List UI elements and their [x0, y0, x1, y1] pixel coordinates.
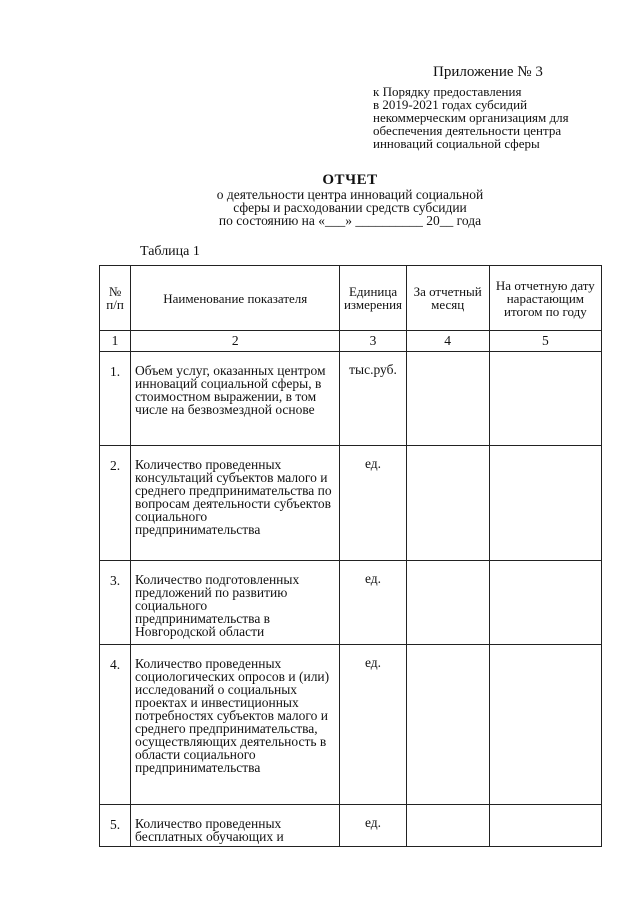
row-unit: тыс.руб.	[340, 352, 406, 446]
header-ytd: На отчетную дату нарастающим итогом по году	[489, 266, 601, 331]
row-name: Количество проведенных консультаций субъектов малого и среднего предпринимательства по вопросам деятельности субъектов социального предпринимательства	[131, 446, 340, 561]
row-month-value	[406, 352, 489, 446]
row-number: 2.	[100, 446, 131, 561]
table-row	[100, 352, 602, 446]
row-ytd-value	[489, 446, 601, 561]
row-number: 5.	[100, 805, 131, 847]
row-name: Количество проведенных социологических опросов и (или) исследований о социальных проектах и инвестиционных потребностях субъектов малого и среднего предпринимательства, осуществляющих деятельность в области социального предпринимательства	[131, 645, 340, 805]
header-num: № п/п	[100, 266, 131, 331]
row-number: 1.	[100, 352, 131, 446]
row-ytd-value	[489, 352, 601, 446]
row-month-value	[406, 645, 489, 805]
table-row	[100, 805, 602, 847]
reference-line: обеспечения деятельности центра	[373, 123, 562, 138]
reference-block	[373, 85, 633, 150]
subtitle-line: о деятельности центра инноваций социальной	[216, 187, 484, 202]
report-title: ОТЧЕТ	[322, 172, 378, 188]
header-name: Наименование показателя	[131, 266, 340, 331]
row-unit: ед.	[340, 645, 406, 805]
column-number: 5	[489, 331, 601, 352]
row-name: Количество подготовленных предложений по развитию социального предпринимательства в Новгородской области	[131, 561, 340, 645]
row-unit: ед.	[340, 805, 406, 847]
report-table	[99, 265, 602, 847]
row-ytd-value	[489, 645, 601, 805]
row-number: 3.	[100, 561, 131, 645]
report-heading	[100, 172, 600, 227]
column-number: 3	[340, 331, 406, 352]
row-ytd-value	[489, 805, 601, 847]
row-unit: ед.	[340, 561, 406, 645]
row-month-value	[406, 561, 489, 645]
row-unit: ед.	[340, 446, 406, 561]
header-month: За отчетный месяц	[406, 266, 489, 331]
reference-line: некоммерческим организациям для	[373, 110, 569, 125]
subtitle-line: по состоянию на «___» __________ 20__ года	[218, 213, 482, 228]
row-number: 4.	[100, 645, 131, 805]
reference-line: к Порядку предоставления	[373, 84, 522, 99]
subtitle-line: сферы и расходовании средств субсидии	[233, 200, 467, 215]
row-name: Количество проведенных бесплатных обучающих и	[131, 805, 340, 847]
row-name: Объем услуг, оказанных центром инноваций социальной сферы, в стоимостном выражении, в том числе на безвозмездной основе	[131, 352, 340, 446]
column-number: 2	[131, 331, 340, 352]
reference-line: инноваций социальной сферы	[373, 136, 540, 151]
row-month-value	[406, 446, 489, 561]
table-row	[100, 645, 602, 805]
header-unit: Единица измерения	[340, 266, 406, 331]
report-subtitle	[100, 188, 600, 227]
reference-line: в 2019-2021 годах субсидий	[373, 97, 528, 112]
column-number: 1	[100, 331, 131, 352]
table-header-row	[100, 266, 602, 331]
column-number: 4	[406, 331, 489, 352]
row-month-value	[406, 805, 489, 847]
table-label: Таблица 1	[140, 244, 200, 259]
table-row	[100, 561, 602, 645]
column-number-row	[100, 331, 602, 352]
appendix-label: Приложение № 3	[433, 64, 543, 80]
table-row	[100, 446, 602, 561]
row-ytd-value	[489, 561, 601, 645]
